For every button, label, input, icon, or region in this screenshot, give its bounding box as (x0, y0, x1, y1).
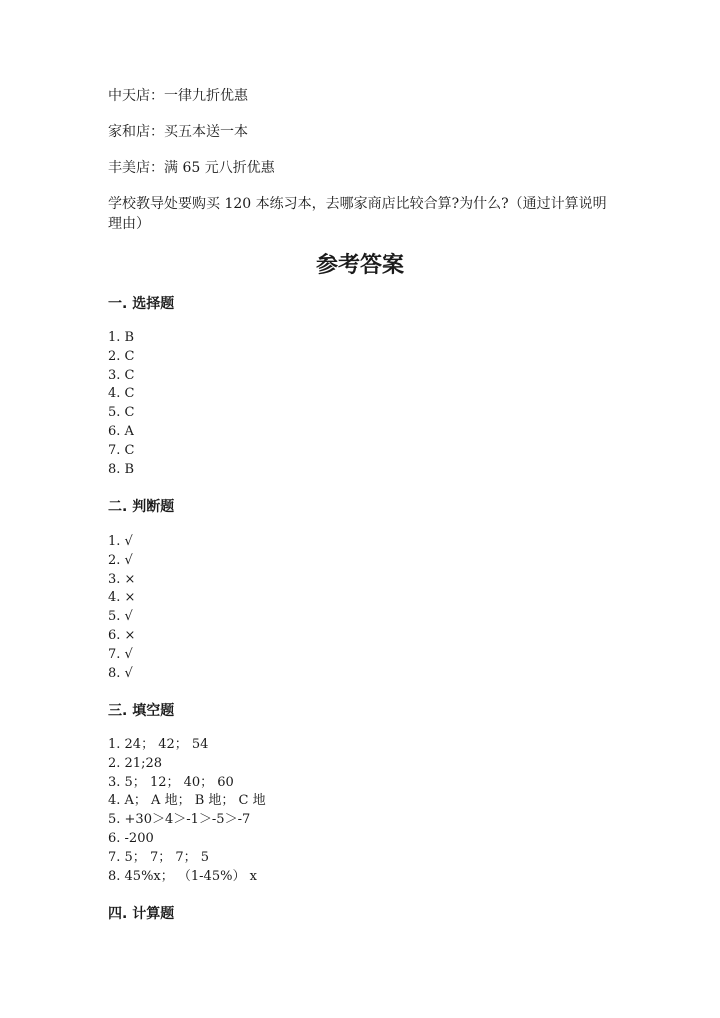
answer-item: 4. × (108, 590, 136, 606)
problem-question: 学校教导处要购买 120 本练习本，去哪家商店比较合算?为什么?（通过计算说明理由） (108, 196, 607, 232)
answer-item: 7. 5； 7； 7； 5 (108, 849, 210, 865)
answer-item: 7. √ (108, 646, 133, 662)
answer-item: 1. 24； 42； 54 (108, 737, 209, 752)
answer-item: 2. √ (108, 552, 133, 568)
answer-item: 2. C (108, 348, 135, 364)
answer-item: 8. √ (108, 665, 133, 681)
answer-list-judgment (108, 533, 135, 683)
store-offer-zhongtian: 中天店：一律九折优惠 (108, 88, 248, 104)
answer-item: 5. √ (108, 609, 133, 625)
answer-item: 8. 45%x； （1-45%） x (108, 868, 257, 884)
answer-item: 1. B (108, 330, 135, 345)
answer-item: 5. +30＞4＞-1＞-5＞-7 (108, 812, 251, 828)
answer-item: 3. 5； 12； 40； 60 (108, 774, 234, 790)
answer-item: 6. A (108, 423, 134, 439)
section-heading-judgment: 二. 判断题 (108, 499, 175, 515)
answer-list-choice (108, 329, 134, 479)
store-offer-fengmei: 丰美店：满 65 元八折优惠 (108, 160, 275, 176)
answer-item: 8. B (108, 461, 135, 477)
answer-item: 7. C (108, 442, 135, 458)
answer-item: 3. C (108, 367, 135, 383)
answer-item: 1. √ (108, 534, 133, 549)
section-heading-fill-blank: 三. 填空题 (108, 703, 175, 719)
section-heading-calculation: 四. 计算题 (108, 906, 175, 922)
answer-item: 3. × (108, 571, 136, 587)
answer-list-fill-blank (108, 736, 266, 886)
answer-item: 5. C (108, 405, 135, 421)
answer-item: 6. × (108, 627, 136, 643)
answer-item: 2. 21;28 (108, 755, 162, 771)
store-offer-jiahe: 家和店：买五本送一本 (108, 124, 248, 140)
answer-item: 6. -200 (108, 830, 154, 846)
answer-item: 4. A； A 地； B 地； C 地 (108, 793, 266, 809)
answer-item: 4. C (108, 386, 135, 402)
answers-title: 参考答案 (315, 252, 404, 278)
section-heading-choice: 一. 选择题 (108, 296, 175, 312)
